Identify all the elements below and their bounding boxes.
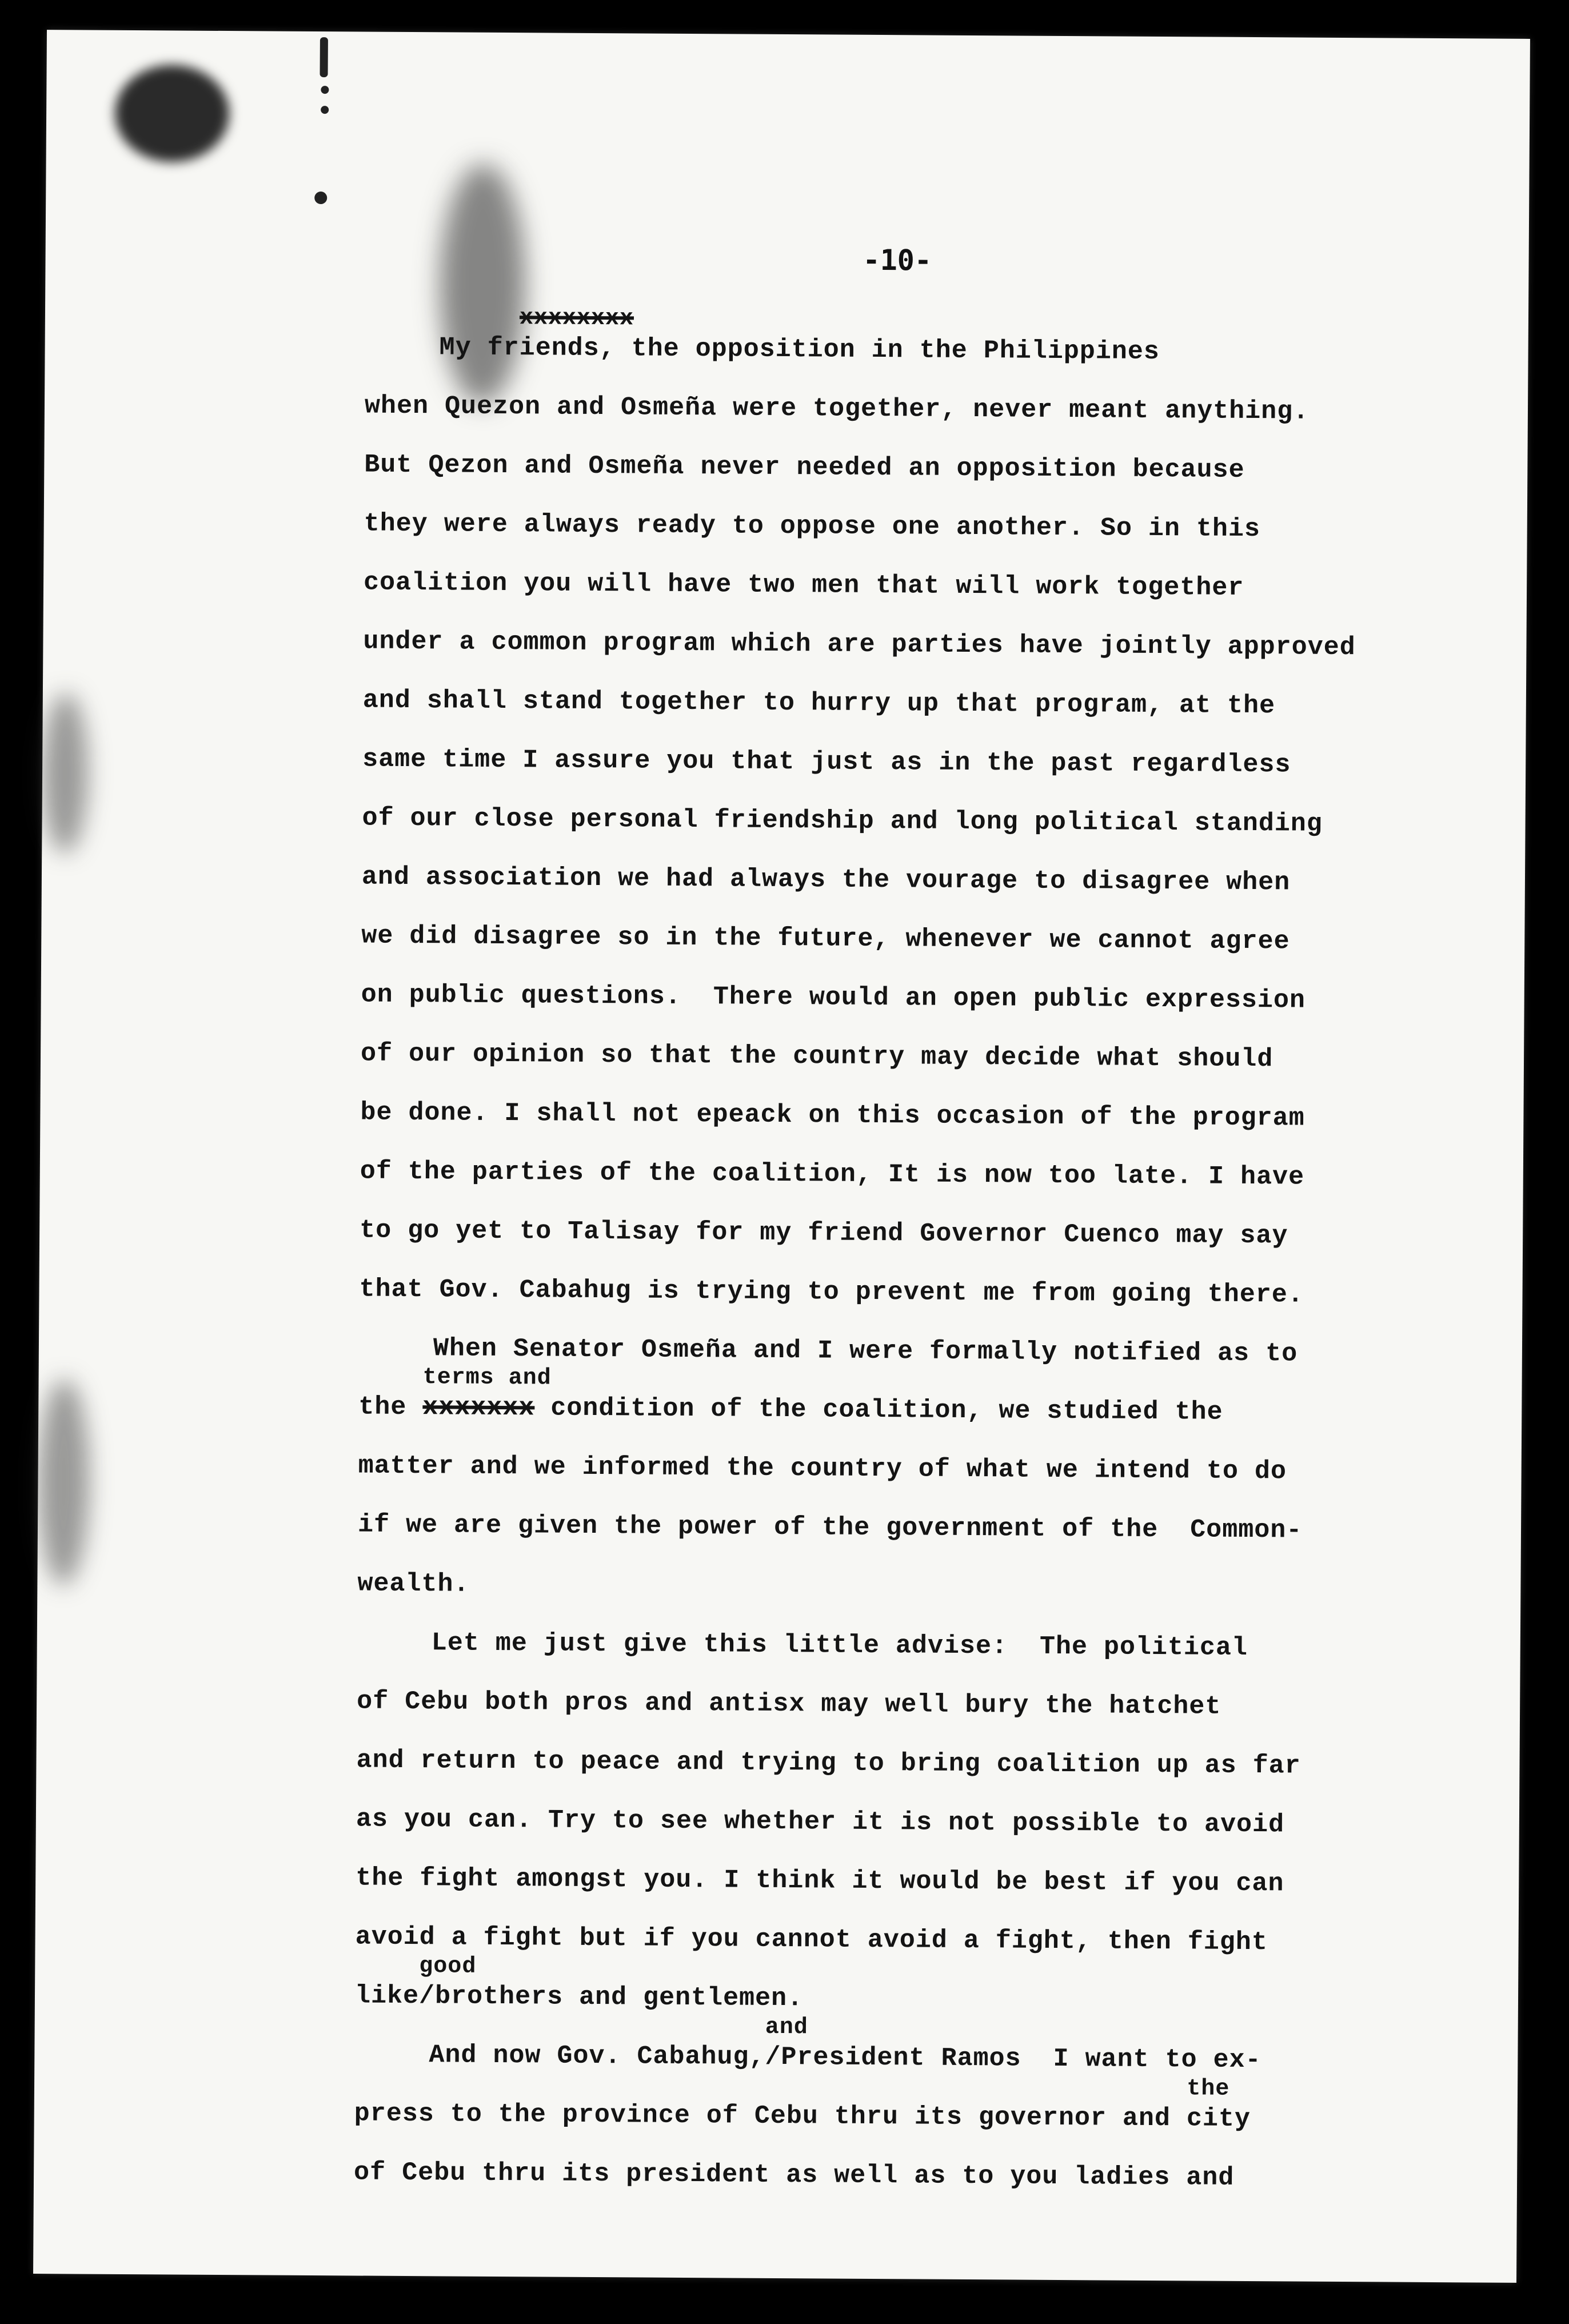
line-text: and association we had always the vourage to disagree when	[361, 862, 1291, 898]
line-text: avoid a fight but if you cannot avoid a fight, then fight	[355, 1922, 1268, 1958]
text-line	[364, 553, 1496, 619]
line-text-after: /President Ramos I want to ex-	[765, 2042, 1261, 2075]
line-text-after: city	[1186, 2104, 1251, 2134]
text-line	[358, 1365, 1491, 1443]
struck-text: xxxxxxx	[422, 1393, 535, 1423]
line-text: of Cebu thru its president as well as to you ladies and	[353, 2158, 1235, 2193]
text-line	[356, 1731, 1488, 1796]
line-text: when Quezon and Osmeña were together, never meant anything.	[364, 391, 1310, 426]
text-line	[364, 495, 1496, 560]
ink-smudge	[115, 65, 230, 162]
line-text-before: press to the province of Cebu thru its governor and	[354, 2099, 1187, 2134]
document-page	[33, 30, 1530, 2283]
typed-text-body	[353, 305, 1497, 2209]
text-line	[358, 1436, 1490, 1502]
line-text: of our opinion so that the country may decide what should	[360, 1039, 1273, 1074]
line-text-before: And now Gov. Cabahug,	[429, 2040, 765, 2072]
text-line	[360, 1083, 1492, 1149]
text-line	[363, 671, 1495, 737]
line-text: of the parties of the coalition, It is now too late. I have	[360, 1157, 1305, 1192]
line-text: wealth.	[357, 1569, 470, 1599]
line-text: But Qezon and Osmeña never needed an opposition because	[364, 450, 1245, 485]
text-line	[361, 1024, 1493, 1090]
text-line	[354, 1954, 1487, 2032]
line-text: My friends, the opposition in the Philippines	[439, 333, 1160, 367]
punch-mark	[320, 37, 328, 77]
line-text-after: /brothers and gentlemen.	[418, 1982, 804, 2014]
line-text: Let me just give this little advise: The political	[431, 1628, 1248, 1663]
line-text: we did disagree so in the future, whenever we cannot agree	[361, 921, 1290, 956]
line-text: When Senator Osmeña and I were formally notified as to	[433, 1334, 1298, 1369]
line-text-after: condition of the coalition, we studied the	[534, 1393, 1223, 1427]
line-text: of our close personal friendship and long political standing	[362, 803, 1323, 839]
text-line	[356, 1789, 1488, 1855]
text-line	[360, 1142, 1492, 1207]
ink-smudge	[42, 693, 89, 853]
line-text: as you can. Try to see whether it is not possible to avoid	[356, 1804, 1285, 1840]
line-text: to go yet to Talisay for my friend Governor Cuenco may say	[360, 1215, 1288, 1251]
text-line	[358, 1495, 1490, 1561]
handwritten-insertion: good	[419, 1954, 477, 1980]
text-line	[364, 436, 1496, 501]
page-number: -10-	[863, 243, 932, 277]
text-line	[362, 730, 1495, 796]
handwritten-insertion: and	[765, 2014, 808, 2041]
text-line	[357, 1613, 1489, 1679]
text-line	[362, 848, 1494, 914]
text-line	[355, 1907, 1487, 1973]
text-line	[365, 305, 1497, 384]
line-text: of Cebu both pros and antisx may well bury the hatchet	[357, 1687, 1221, 1721]
punch-mark	[321, 106, 329, 114]
struck-text: xxxxxxxx	[519, 305, 634, 332]
text-line	[360, 1201, 1492, 1266]
text-line	[362, 789, 1494, 855]
line-text: coalition you will have two men that will work together	[363, 568, 1244, 603]
handwritten-insertion: terms and	[422, 1365, 552, 1392]
text-line	[354, 2014, 1487, 2091]
line-text: and shall stand together to hurry up that program, at the	[362, 685, 1276, 721]
line-text: that Gov. Cabahug is trying to prevent me from going there.	[359, 1274, 1304, 1310]
line-text: under a common program which are parties have jointly approved	[363, 627, 1356, 663]
line-text: be done. I shall not epeack on this occasion of the program	[360, 1098, 1305, 1133]
text-line	[356, 1848, 1488, 1914]
text-line	[361, 966, 1493, 1031]
text-line	[357, 1554, 1490, 1620]
line-text: the fight amongst you. I think it would be best if you can	[356, 1863, 1284, 1899]
line-text: same time I assure you that just as in the past regardless	[362, 744, 1291, 780]
line-text: matter and we informed the country of what we intend to do	[358, 1451, 1287, 1486]
text-line	[354, 2076, 1486, 2150]
text-line	[365, 377, 1497, 443]
line-text-before: like	[354, 1981, 420, 2011]
punch-mark	[314, 192, 327, 204]
ink-smudge	[37, 1379, 90, 1585]
line-text: on public questions. There would an open public expression	[361, 980, 1306, 1015]
text-line	[361, 907, 1494, 972]
handwritten-insertion: the	[1187, 2076, 1230, 2102]
line-text: if we are given the power of the government of the Common-	[357, 1510, 1303, 1545]
line-text: they were always ready to oppose one another. So in this	[364, 509, 1261, 544]
line-text-before: the	[358, 1392, 423, 1422]
text-line	[359, 1259, 1491, 1325]
line-text: and return to peace and trying to bring coalition up as far	[356, 1745, 1301, 1781]
text-line	[354, 2143, 1486, 2209]
punch-mark	[321, 86, 329, 94]
text-line	[357, 1672, 1489, 1737]
text-line	[363, 612, 1495, 678]
